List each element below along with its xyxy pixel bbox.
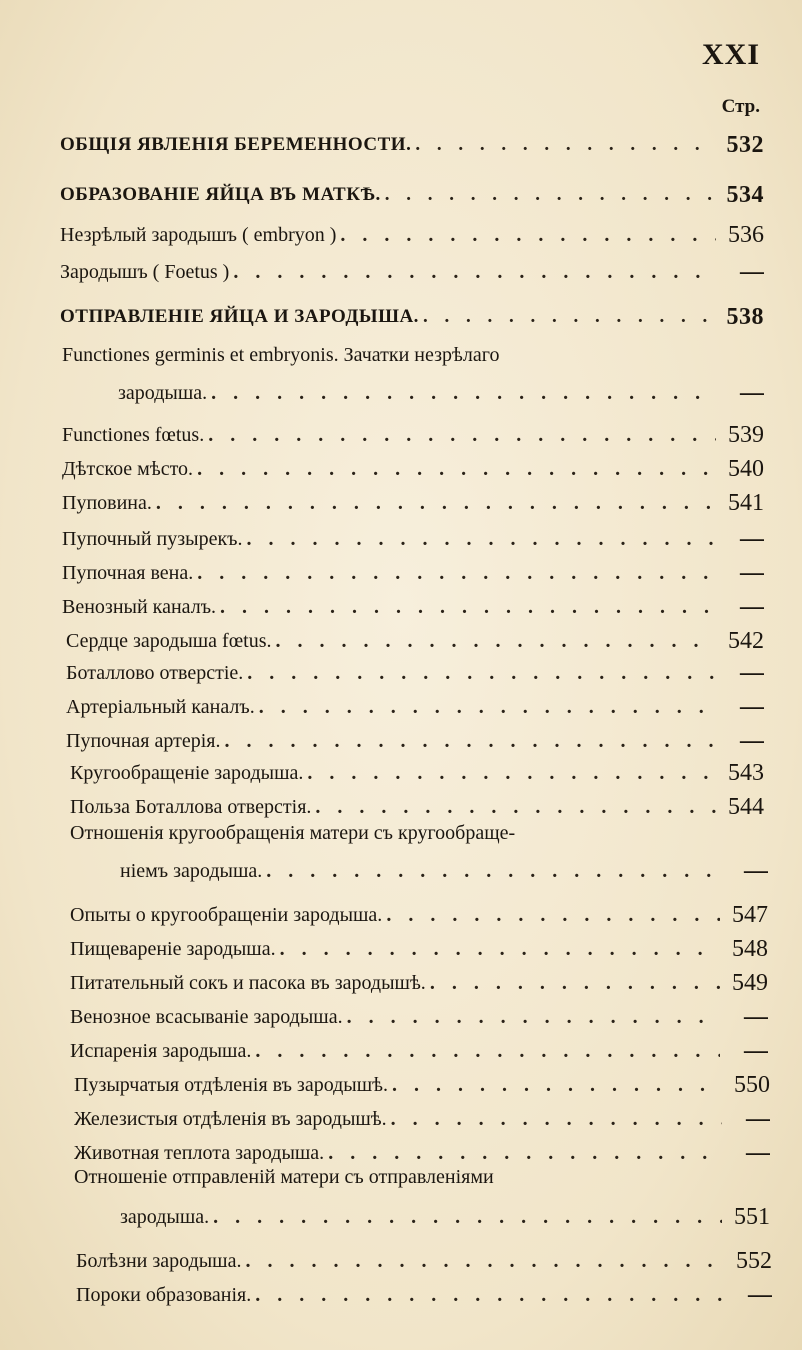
dot-leader (197, 560, 716, 586)
entry-label: Венозное всасыванiе зародыша. (70, 1006, 343, 1028)
dot-leader (197, 456, 716, 482)
entry-label: Опыты о кругообращенiи зародыша. (70, 904, 383, 926)
dot-leader (315, 794, 716, 820)
entry-page: — (740, 594, 764, 620)
entry-label: Пищеваренiе зародыша. (70, 938, 276, 960)
entry-label-line1: Отношенiе отправленiй матери съ отправленiями (74, 1166, 494, 1188)
entry-page: — (740, 259, 764, 285)
entry-label: Кругообращенiе зародыша. (70, 762, 304, 784)
entry-page: — (746, 1140, 770, 1166)
dot-leader (233, 259, 716, 285)
entry-page: — (740, 560, 764, 586)
toc-entry (70, 928, 768, 962)
entry-label: Венозный каналъ. (62, 596, 217, 618)
toc-entry (74, 1064, 770, 1098)
entry-label: Functiones fœtus. (62, 424, 205, 446)
dot-leader (307, 760, 716, 786)
toc-entry (118, 372, 764, 406)
entry-label: Зародышъ ( Foetus ) (60, 261, 230, 283)
toc-entry (62, 414, 764, 448)
entry-label: Пупочная артерiя. (66, 730, 221, 752)
entry-page: 534 (726, 182, 764, 208)
entry-page: — (740, 728, 764, 754)
entry-label: Незрѣлый зародышъ ( embryon ) (60, 224, 337, 246)
dot-leader (347, 1004, 720, 1030)
entry-page: — (744, 858, 768, 884)
entry-label: Сердце зародыша fœtus. (66, 630, 272, 652)
entry-page: 538 (726, 304, 764, 330)
page-number: XXI (701, 38, 760, 71)
entry-page: — (740, 660, 764, 686)
toc-entry (70, 894, 768, 928)
entry-page: 548 (732, 936, 768, 962)
toc-entry (74, 1132, 770, 1166)
entry-label: Боталлово отверстiе. (66, 662, 244, 684)
dot-leader (211, 380, 716, 406)
toc-entry (62, 552, 764, 586)
entry-page: 547 (732, 902, 768, 928)
entry-label: Артерiальный каналъ. (66, 696, 255, 718)
toc-entry (60, 214, 764, 248)
toc-entry (76, 1274, 772, 1308)
toc-entry (62, 482, 764, 516)
entry-label-continuation: зародыша. (118, 382, 208, 404)
entry-page: 540 (728, 456, 764, 482)
dot-leader (156, 490, 716, 516)
entry-label: Питательный сокъ и пасока въ зародышѣ. (70, 972, 426, 994)
entry-page: 542 (728, 628, 764, 654)
entry-label: Пуповина. (62, 492, 152, 514)
entry-label: Пупочная вена. (62, 562, 194, 584)
dot-leader (259, 694, 716, 720)
toc-entry (120, 850, 768, 884)
entry-label: Польза Боталлова отверстiя. (70, 796, 312, 818)
entry-page: 552 (736, 1248, 772, 1274)
toc-entry (120, 1196, 770, 1230)
entry-page: — (746, 1106, 770, 1132)
dot-leader (340, 222, 716, 248)
dot-leader (213, 1204, 722, 1230)
entry-page: — (744, 1004, 768, 1030)
dot-leader (430, 970, 720, 996)
dot-leader (328, 1140, 722, 1166)
dot-leader (245, 1248, 724, 1274)
dot-leader (224, 728, 716, 754)
entry-page: — (744, 1038, 768, 1064)
dot-leader (255, 1038, 720, 1064)
entry-label: Пупочный пузырекъ. (62, 528, 243, 550)
toc-entry (60, 174, 764, 208)
dot-leader (423, 304, 716, 330)
entry-page: 532 (726, 132, 764, 158)
toc-entry (66, 620, 764, 654)
toc-entry (62, 586, 764, 620)
entry-page: 550 (734, 1072, 770, 1098)
dot-leader (386, 902, 720, 928)
dot-leader (385, 182, 716, 208)
toc-entry (70, 752, 764, 786)
toc-entry (74, 1098, 770, 1132)
entry-label: Пузырчатыя отдѣленiя въ зародышѣ. (74, 1074, 389, 1096)
entry-label-line1: Отношенiя кругообращенiя матери съ кругообраще- (70, 822, 516, 844)
toc-entry (60, 251, 764, 285)
toc-entry (66, 652, 764, 686)
entry-page: 544 (728, 794, 764, 820)
entry-label: Дѣтское мѣсто. (62, 458, 194, 480)
toc-entry (70, 962, 768, 996)
toc-entry (60, 124, 764, 158)
entry-page: 539 (728, 422, 764, 448)
entry-page: — (748, 1282, 772, 1308)
toc-entry (70, 1030, 768, 1064)
toc-entry (76, 1240, 772, 1274)
entry-label-continuation: нiемъ зародыша. (120, 860, 263, 882)
toc-entry (62, 448, 764, 482)
entry-label: Болѣзни зародыша. (76, 1250, 242, 1272)
dot-leader (392, 1072, 722, 1098)
entry-page: — (740, 526, 764, 552)
dot-leader (247, 526, 716, 552)
entry-label: Железистыя отдѣленiя въ зародышѣ. (74, 1108, 387, 1130)
dot-leader (415, 132, 716, 158)
entry-label-continuation: зародыша. (120, 1206, 210, 1228)
dot-leader (266, 858, 720, 884)
dot-leader (255, 1282, 724, 1308)
dot-leader (208, 422, 716, 448)
entry-label: Животная теплота зародыша. (74, 1142, 325, 1164)
entry-page: 541 (728, 490, 764, 516)
toc-entry (70, 786, 764, 820)
entry-page: — (740, 694, 764, 720)
entry-page: — (740, 380, 764, 406)
entry-label: Пороки образованiя. (76, 1284, 252, 1306)
column-header: Стр. (721, 96, 760, 117)
toc-entry (66, 720, 764, 754)
dot-leader (247, 660, 716, 686)
dot-leader (280, 936, 720, 962)
dot-leader (391, 1106, 722, 1132)
entry-label: ОТПРАВЛЕНIЕ ЯЙЦА И ЗАРОДЫША. (60, 306, 419, 327)
entry-label: Испаренiя зародыша. (70, 1040, 252, 1062)
entry-page: 543 (728, 760, 764, 786)
toc-entry (62, 518, 764, 552)
entry-label-line1: Functiones germinis et embryonis. Зачатки незрѣлаго (62, 344, 500, 366)
entry-page: 536 (728, 222, 764, 248)
entry-label: ОБРАЗОВАНIЕ ЯЙЦА ВЪ МАТКѢ. (60, 184, 381, 205)
dot-leader (276, 628, 717, 654)
dot-leader (220, 594, 716, 620)
toc-entry (66, 686, 764, 720)
toc-entry (60, 296, 764, 330)
toc-entry (70, 996, 768, 1030)
entry-page: 551 (734, 1204, 770, 1230)
entry-page: 549 (732, 970, 768, 996)
entry-label: ОБЩIЯ ЯВЛЕНIЯ БЕРЕМЕННОСТИ. (60, 134, 412, 155)
